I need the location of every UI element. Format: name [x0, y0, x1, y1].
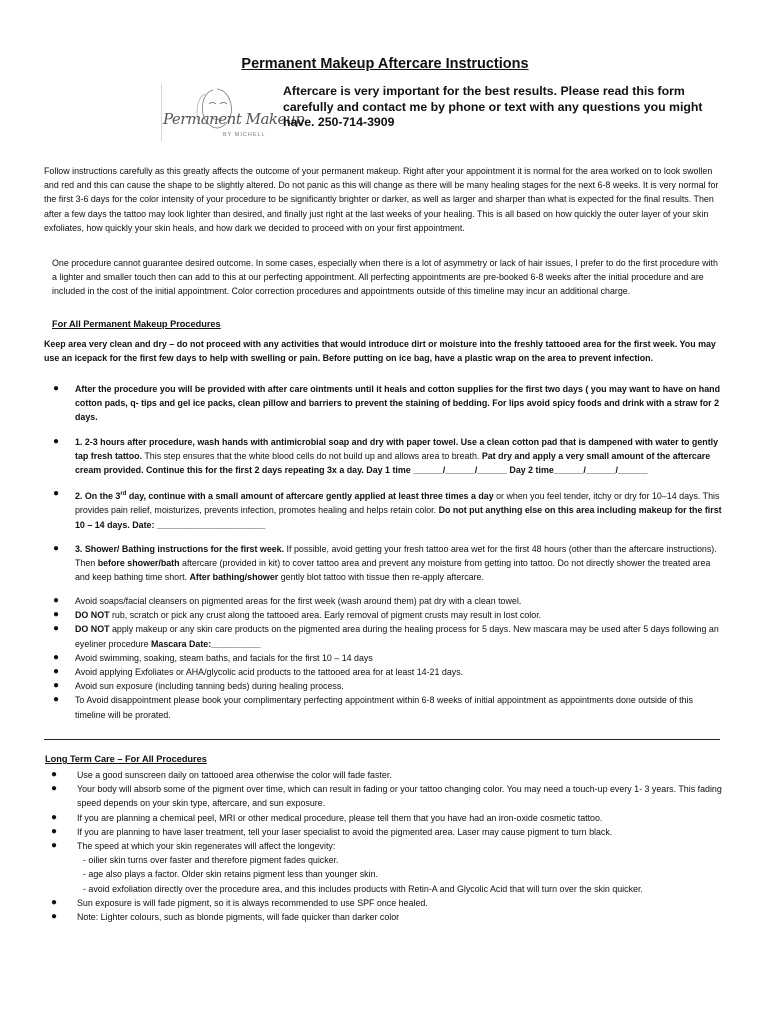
step-1-text: This step ensures that the white blood cells do not build up and allows area to breath. [142, 450, 482, 461]
healing-overview-paragraph: Follow instructions carefully as this greatly affects the outcome of your permanent makeup. Right after your appointment it is normal for the area worked on to look swollen and red and this can cause the shape to be slightly altered. Do not panic as this will change as there will be many healing stages for the next 6-8 weeks. It is very normal for the first 3-6 days for the color intensity of your procedure to be significantly brighter or darker, as well as larger and sharper than what is expected for the final results. Then after a few days the tattoo may look lighter than desired, and finally just right at the last weeks of your healing. This is all based on how quickly the outer layer of your skin exfoliates, how quickly your skin heals, and how dark we decided to proceed with on your first appointment. [44, 166, 719, 233]
brand-logo [161, 84, 305, 142]
list-item [52, 651, 722, 665]
outcome-paragraph: One procedure cannot guarantee desired outcome. In some cases, especially when there is a lot of asymmetry or lack of hair issues, I prefer to do the first procedure with a lighter and smaller touch then can add to this at our perfecting appointment. All perfecting appointments are pre-booked 6-8 weeks after the initial procedure and are included in the cost of the initial appointment. Color correction procedures and appointments outside of this timeline may incur an additional charge. [52, 258, 718, 297]
bullet-icon: ● [53, 542, 60, 554]
section-divider [44, 739, 720, 740]
step-2-bold-2: day, continue with a small amount of aftercare gently applied at least three times a day [126, 491, 494, 502]
bullet-icon: ● [53, 383, 60, 394]
bullet-icon: ● [53, 609, 60, 621]
bullet-icon: ● [51, 769, 58, 780]
intro-notice: Aftercare is very important for the best results. Please read this form carefully and contact me by phone or text with any questions you might have. 250-714-3909 [283, 84, 703, 129]
list-item-text: If you are planning a chemical peel, MRI or other medical procedure, please tell them that you have had an iron-oxide cosmetic tattoo. [77, 812, 603, 823]
list-item-text: If you are planning to have laser treatment, tell your laser specialist to avoid the pigmented area. Laser may cause pigment to turn black. [77, 826, 613, 837]
bullet-icon: ● [51, 896, 58, 908]
step-1-bold-2: Pat dry and apply a very small amount of the aftercare cream provided. Continue this for the first 2 days repeating 3x a day. Day 1 time ______/______/______ Day 2 time______/______/______ [75, 450, 711, 476]
bullet-icon: ● [53, 595, 60, 606]
list-item-text: Avoid soaps/facial cleansers on pigmented areas for the first week (wash around them) pat dry with a clean towel. [75, 596, 522, 606]
bullet-icon: ● [53, 680, 60, 692]
list-item-text: apply makeup or any skin care products on the pigmented area during the healing process for 5 days. New mascara may be used after 5 days following an eyeliner procedure [75, 624, 719, 649]
bullet-icon: ● [51, 783, 58, 795]
bullet-icon: ● [51, 825, 58, 837]
list-item [45, 811, 725, 825]
step-3-text-2: aftercare (provided in kit) to cover tattoo area and prevent any moisture from getting into tattoo. Do not directly shower the treated area and keep bathing time short. [75, 558, 711, 583]
long-term-heading: Long Term Care – For All Procedures [45, 754, 207, 764]
bullet-icon: ● [53, 623, 60, 635]
step-3-bold: 3. Shower/ Bathing instructions for the first week. [75, 543, 285, 554]
sub-item: - avoid exfoliation directly over the procedure area, and this includes products with Retin-A and Glycolic Acid that will turn over the skin quicker. [83, 883, 643, 894]
list-item [52, 622, 722, 650]
bullet-icon: ● [51, 840, 58, 852]
list-item [52, 542, 722, 585]
bullet-icon: ● [51, 911, 58, 923]
bullet-icon: ● [51, 811, 58, 823]
list-item-text: Avoid applying Exfoliates or AHA/glycolic acid products to the tattooed area for at least 14-21 days. [75, 667, 464, 678]
list-item-text: rub, scratch or pick any crust along the tattooed area. Early removal of pigment crusts may result in lost color. [109, 610, 542, 621]
list-item [45, 910, 725, 924]
list-item-text: Sun exposure is will fade pigment, so it is always recommended to use SPF once healed. [77, 897, 428, 908]
list-item [45, 896, 725, 910]
list-item [45, 768, 725, 782]
step-3-text-3: gently blot tattoo with tissue then re-apply aftercare. [278, 572, 484, 583]
mascara-date-label: Mascara Date:__________ [150, 638, 261, 649]
list-item [52, 435, 722, 478]
step-2-bold-3: Do not put anything else on this area including makeup for the first 10 – 14 days. Date: ______________________ [75, 505, 722, 530]
step-3-text: If possible, avoid getting your fresh tattoo area wet for the first 48 hours (other than the aftercare instructions). Then [75, 543, 717, 568]
list-item-text: Avoid sun exposure (including tanning beds) during healing process. [75, 681, 344, 692]
list-item [52, 665, 722, 679]
step-2-text: or when you feel tender, itchy or dry for 10–14 days. This provides pain relief, moisturizes, prevents infection, promotes healing and helps retain color. [75, 491, 720, 516]
sub-item: - age also plays a factor. Older skin retains pigment less than younger skin. [83, 869, 378, 880]
step-3-bold-3: After bathing/shower [189, 572, 279, 583]
step-3-bold-2: before shower/bath [97, 558, 180, 568]
avoid-list [52, 594, 722, 722]
logo-subtitle: BY MICHELL [223, 132, 266, 138]
list-item-text: Use a good sunscreen daily on tattooed area otherwise the color will fade faster. [77, 770, 392, 780]
bullet-icon: ● [53, 651, 60, 663]
list-item [52, 487, 722, 532]
list-item [52, 693, 722, 721]
supplies-text: After the procedure you will be provided with after care ointments until it heals and cotton supplies for the first two days ( you may want to have on hand cotton pads, q- tips and gel ice packs, clean pillow and barriers to prevent the staining of bedding. For lips avoid spicy foods and drink with a straw for 2 days. [75, 384, 721, 423]
list-item [52, 679, 722, 693]
do-not-label: DO NOT [75, 624, 110, 635]
step-1-bold: 1. 2-3 hours after procedure, wash hands with antimicrobial soap and dry with paper towel. Use a clean cotton pad that is dampened with water to gently tap fresh tattoo. [75, 436, 719, 461]
list-item-text: Your body will absorb some of the pigment over time, which can result in fading or your tattoo changing color. You may need a touch-up every 1- 3 years. This fading speed depends on your skin type, aftercare, and sun exposure. [77, 784, 722, 809]
long-term-list [45, 768, 725, 924]
list-item [45, 825, 725, 839]
bullet-icon: ● [53, 488, 60, 500]
list-item-text: Note: Lighter colours, such as blonde pigments, will fade quicker than darker color [77, 912, 400, 923]
bullet-icon: ● [53, 435, 60, 447]
step-2-bold: 2. On the 3 [75, 491, 121, 502]
list-item [52, 594, 722, 608]
do-not-label: DO NOT [75, 610, 110, 621]
bullet-icon: ● [53, 694, 60, 706]
list-item [45, 839, 725, 896]
list-item [52, 382, 722, 425]
list-item [45, 782, 725, 810]
list-item-text: Avoid swimming, soaking, steam baths, and facials for the first 10 – 14 days [75, 652, 373, 663]
list-item-text: To Avoid disappointment please book your complimentary perfecting appointment within 6-8 weeks of initial appointment as appointments done outside of this timeline will be prorated. [75, 695, 693, 720]
page-title: Permanent Makeup Aftercare Instructions [241, 56, 529, 72]
all-procedures-heading: For All Permanent Makeup Procedures [52, 319, 221, 329]
keep-clean-paragraph: Keep area very clean and dry – do not proceed with any activities that would introduce dirt or moisture into the freshly tattooed area for the first week. You may use an icepack for the first few days to help with swelling or pain. Before putting on ice bag, have a plastic wrap on the area to prevent infection. [44, 339, 716, 364]
step-2-sup: rd [120, 491, 127, 498]
list-item [52, 608, 722, 622]
aftercare-steps-list [52, 382, 722, 584]
sub-item: - oilier skin turns over faster and therefore pigment fades quicker. [83, 855, 339, 866]
bullet-icon: ● [53, 666, 60, 678]
logo-script-text: Permanent Makeup [163, 110, 305, 128]
list-item-text: The speed at which your skin regenerates will affect the longevity: [77, 841, 336, 852]
